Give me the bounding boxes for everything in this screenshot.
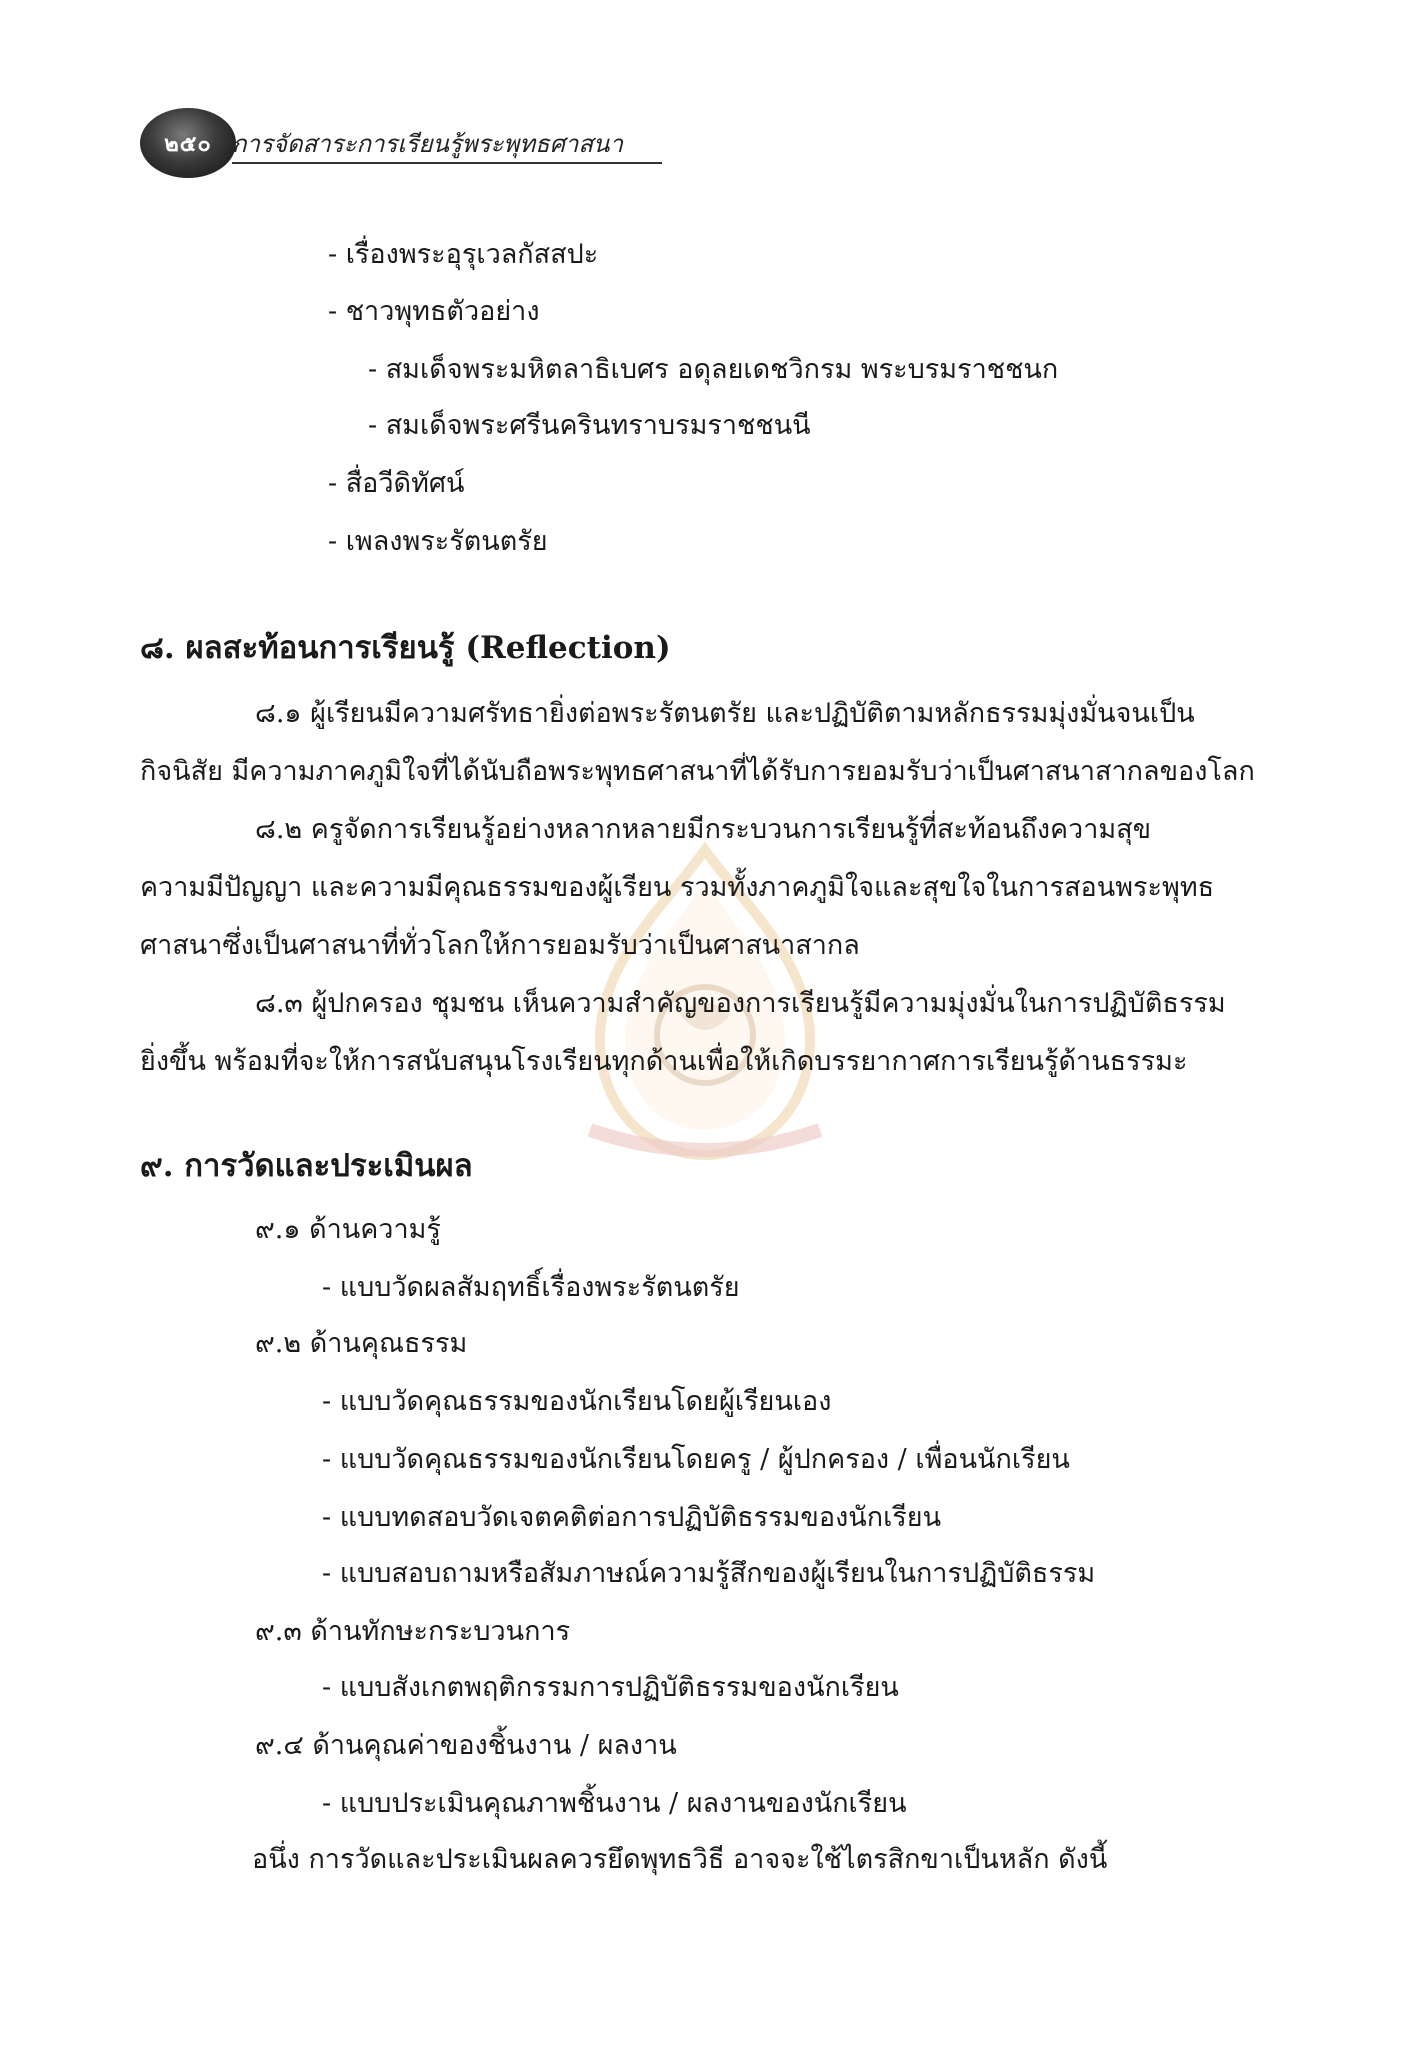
list-item: - แบบประเมินคุณภาพชิ้นงาน / ผลงานของนักเรียน [322,1788,907,1819]
paragraph-line: ยิ่งขึ้น พร้อมที่จะให้การสนับสนุนโรงเรียนทุกด้านเพื่อให้เกิดบรรยากาศการเรียนรู้ด้านธรรมะ [140,1046,1188,1077]
paragraph-line: ๘.๒ ครูจัดการเรียนรู้อย่างหลากหลายมีกระบวนการเรียนรู้ที่สะท้อนถึงความสุข [255,814,1152,845]
list-item: - แบบวัดคุณธรรมของนักเรียนโดยผู้เรียนเอง [322,1386,832,1417]
list-item: - เพลงพระรัตนตรัย [328,526,548,557]
list-item: - เรื่องพระอุรุเวลกัสสปะ [328,239,599,270]
list-item: - แบบวัดคุณธรรมของนักเรียนโดยครู / ผู้ปกครอง / เพื่อนนักเรียน [322,1444,1070,1475]
subsection-title: ๙.๔ ด้านคุณค่าของชิ้นงาน / ผลงาน [255,1730,677,1761]
list-item: - แบบวัดผลสัมฤทธิ์เรื่องพระรัตนตรัย [322,1272,740,1303]
subsection-title: ๙.๑ ด้านความรู้ [255,1214,441,1245]
list-item: - แบบสังเกตพฤติกรรมการปฏิบัติธรรมของนักเรียน [322,1672,899,1703]
list-item: - ชาวพุทธตัวอย่าง [328,296,540,327]
page-header [140,108,680,188]
list-item: - สมเด็จพระมหิตลาธิเบศร อดุลยเดชวิกรม พระบรมราชชนก [368,354,1059,385]
list-item: - สื่อวีดิทัศน์ [328,468,465,499]
paragraph-line: อนึ่ง การวัดและประเมินผลควรยึดพุทธวิธี อาจจะใช้ไตรสิกขาเป็นหลัก ดังนี้ [252,1844,1108,1875]
paragraph-line: ศาสนาซึ่งเป็นศาสนาที่ทั่วโลกให้การยอมรับว่าเป็นศาสนาสากล [140,930,860,961]
paragraph-line: ๘.๑ ผู้เรียนมีความศรัทธายิ่งต่อพระรัตนตรัย และปฏิบัติตามหลักธรรมมุ่งมั่นจนเป็น [255,698,1195,729]
paragraph-line: ความมีปัญญา และความมีคุณธรรมของผู้เรียน รวมทั้งภาคภูมิใจและสุขใจในการสอนพระพุทธ [140,872,1215,903]
header-title: การจัดสาระการเรียนรู้พระพุทธศาสนา [232,130,623,158]
subsection-title: ๙.๒ ด้านคุณธรรม [255,1328,468,1359]
section-9-heading: ๙. การวัดและประเมินผล [140,1148,473,1184]
page-number-badge: ๒๕๐ [140,108,236,178]
header-rule [232,162,662,164]
list-item: - สมเด็จพระศรีนครินทราบรมราชชนนี [368,410,811,441]
list-item: - แบบสอบถามหรือสัมภาษณ์ความรู้สึกของผู้เรียนในการปฏิบัติธรรม [322,1558,1096,1589]
subsection-title: ๙.๓ ด้านทักษะกระบวนการ [255,1616,571,1647]
paragraph-line: กิจนิสัย มีความภาคภูมิใจที่ได้นับถือพระพุทธศาสนาที่ได้รับการยอมรับว่าเป็นศาสนาสากลของโลก [140,756,1255,787]
paragraph-line: ๘.๓ ผู้ปกครอง ชุมชน เห็นความสำคัญของการเรียนรู้มีความมุ่งมั่นในการปฏิบัติธรรม [255,988,1226,1019]
list-item: - แบบทดสอบวัดเจตคติต่อการปฏิบัติธรรมของนักเรียน [322,1502,942,1533]
section-8-heading: ๘. ผลสะท้อนการเรียนรู้ (Reflection) [140,630,671,666]
